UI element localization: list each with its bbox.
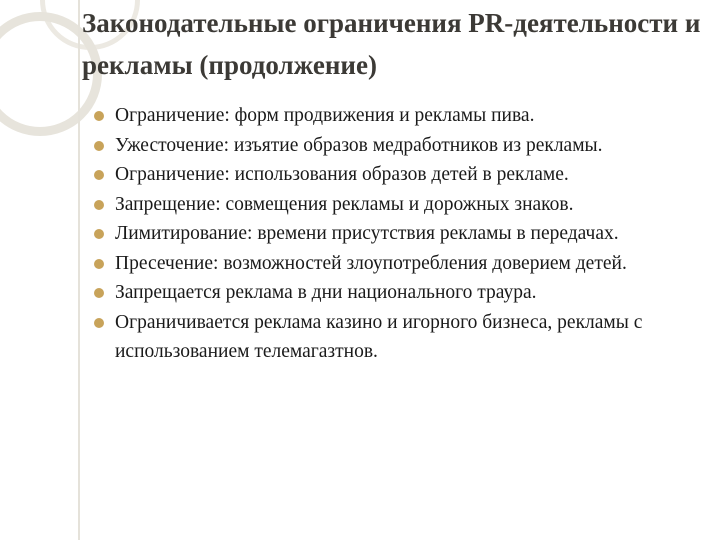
bullet-dot-icon — [94, 229, 104, 239]
bullet-text: Ограничение: форм продвижения и рекламы пива. — [115, 105, 535, 126]
bullet-dot-icon — [94, 200, 104, 210]
bullet-dot-icon — [94, 170, 104, 180]
bullet-item — [91, 101, 711, 131]
bullet-item — [91, 190, 711, 220]
bullet-item — [91, 249, 711, 279]
bullet-item — [91, 131, 711, 161]
bullet-dot-icon — [94, 288, 104, 298]
bullet-item — [91, 278, 711, 308]
bullet-item — [91, 219, 711, 249]
bullet-text: Ограничивается реклама казино и игорного бизнеса, рекламы с использованием телемагазтнов. — [115, 311, 643, 362]
bullet-list — [91, 101, 711, 367]
bullet-text: Запрещается реклама в дни национального траура. — [115, 282, 537, 303]
bullet-text: Лимитирование: времени присутствия рекламы в передачах. — [115, 223, 619, 244]
bullet-dot-icon — [94, 259, 104, 269]
bullet-dot-icon — [94, 111, 104, 121]
slide-title: Законодательные ограничения PR-деятельности и рекламы (продолжение) — [82, 8, 701, 80]
bullet-text: Пресечение: возможностей злоупотребления доверием детей. — [115, 252, 627, 274]
bullet-item — [91, 308, 711, 367]
bullet-text: Ограничение: использования образов детей в рекламе. — [115, 164, 569, 185]
bullet-text: Запрещение: совмещения рекламы и дорожных знаков. — [115, 193, 574, 215]
bullet-dot-icon — [94, 141, 104, 151]
bullet-text: Ужесточение: изъятие образов медработников из рекламы. — [115, 134, 603, 156]
decorative-vertical-line — [78, 0, 80, 540]
bullet-item — [91, 160, 711, 190]
bullet-dot-icon — [94, 318, 104, 328]
